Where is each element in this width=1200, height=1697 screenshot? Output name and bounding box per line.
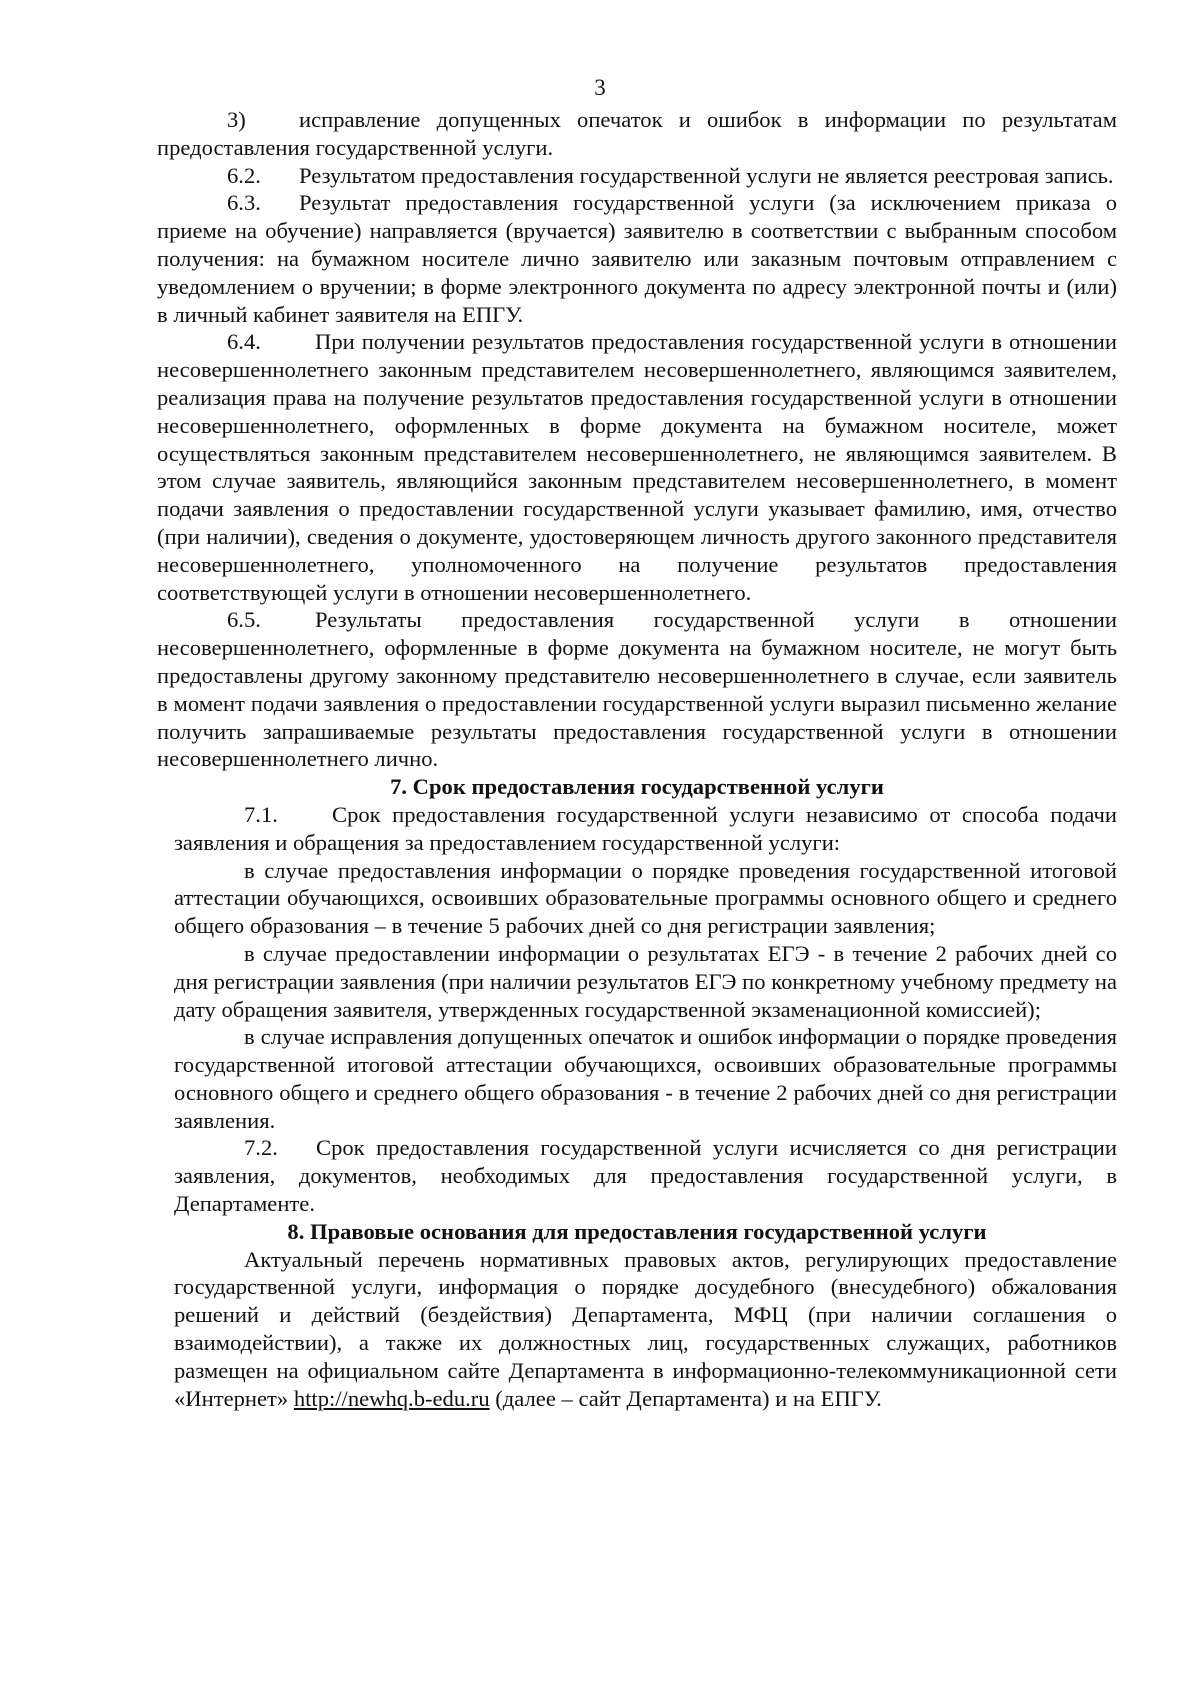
paragraph-6-3 xyxy=(157,189,1117,328)
paragraph-text: Результатом предоставления государственной услуги не является реестровая запись. xyxy=(299,162,1114,188)
section-8-heading: 8. Правовые основания для предоставления государственной услуги xyxy=(287,1218,987,1244)
paragraph-text: Срок предоставления государственной услуги исчисляется со дня регистрации заявления, документов, необходимых для предоставления государственной услуги, в Департаменте. xyxy=(174,1135,1117,1217)
paragraph-case-2: в случае предоставлении информации о результатах ЕГЭ - в течение 2 рабочих дней со дня регистрации заявления (при наличии результатов ЕГЭ по конкретному учебному предмету на дату обращения заявителя, утвержденных государственной экзаменационной комиссией); xyxy=(174,940,1117,1022)
item-number: 6.2. xyxy=(227,162,261,188)
document-body xyxy=(157,106,1117,1412)
paragraph-case-3: в случае исправления допущенных опечаток и ошибок информации о порядке проведения государственной итоговой аттестации обучающихся, освоивших образовательные программы основного общего и среднего общего образования - в течение 2 рабочих дней со дня регистрации заявления. xyxy=(174,1024,1117,1133)
paragraph-7-1 xyxy=(174,801,1117,857)
page-number: 3 xyxy=(594,75,606,100)
item-number: 7.1. xyxy=(244,801,278,827)
paragraph-7-2 xyxy=(174,1134,1117,1217)
item-number: 6.3. xyxy=(227,190,261,216)
paragraph-6-5 xyxy=(157,606,1117,773)
item-number: 7.2. xyxy=(244,1135,278,1161)
item-number: 6.4. xyxy=(227,329,261,355)
paragraph-text: При получении результатов предоставления государственной услуги в отношении несовершеннолетнего законным представителем несовершеннолетнего, являющимся заявителем, реализация права на получение результатов предоставления государственной услуги в отношении несовершеннолетнего, оформленных в форме документа на бумажном носителе, может осуществляться законным представителем несовершеннолетнего, не являющимся заявителем. В этом случае заявитель, являющийся законным представителем несовершеннолетнего, в момент подачи заявления о предоставлении государственной услуги указывает фамилию, имя, отчество (при наличии), сведения о документе, удостоверяющем личность другого законного представителя несовершеннолетнего, уполномоченного на получение результатов предоставления соответствующей услуги в отношении несовершеннолетнего. xyxy=(157,329,1117,605)
paragraph-case-1: в случае предоставления информации о порядке проведения государственной итоговой аттестации обучающихся, освоивших образовательные программы основного общего и среднего общего образования – в течение 5 рабочих дней со дня регистрации заявления; xyxy=(174,857,1117,939)
section-7-heading: 7. Срок предоставления государственной услуги xyxy=(390,774,884,800)
paragraph-text: Результат предоставления государственной услуги (за исключением приказа о приеме на обучение) направляется (вручается) заявителю в соответствии с выбранным способом получения: на бумажном носителе лично заявителю или заказным почтовым отправлением с уведомлением о вручении; в форме электронного документа по адресу электронной почты и (или) в личный кабинет заявителя на ЕПГУ. xyxy=(157,190,1117,327)
paragraph-6-2 xyxy=(157,162,1117,190)
paragraph-text: Срок предоставления государственной услуги независимо от способа подачи заявления и обращения за предоставлением государственной услуги: xyxy=(174,801,1117,855)
item-number: 6.5. xyxy=(227,607,261,633)
paragraph-item-3 xyxy=(157,106,1117,162)
paragraph-legal-basis xyxy=(174,1246,1117,1413)
section-8-body xyxy=(157,1246,1117,1413)
paragraph-6-4 xyxy=(157,328,1117,606)
department-website-link[interactable]: http://newhq.b-edu.ru xyxy=(293,1385,490,1411)
item-number: 3) xyxy=(227,107,246,132)
section-7-body xyxy=(157,801,1117,1218)
paragraph-text: Результаты предоставления государственной услуги в отношении несовершеннолетнего, оформленные в форме документа на бумажном носителе, не могут быть предоставлены другому законному представителю несовершеннолетнего в случае, если заявитель в момент подачи заявления о предоставлении государственной услуги выразил письменно желание получить запрашиваемые результаты предоставления государственной услуги в отношении несовершеннолетнего лично. xyxy=(157,607,1117,772)
paragraph-text: исправление допущенных опечаток и ошибок в информации по результатам предоставления государственной услуги. xyxy=(157,107,1117,160)
paragraph-text-end: (далее – сайт Департамента) и на ЕПГУ. xyxy=(489,1385,882,1411)
paragraph-text: Актуальный перечень нормативных правовых актов, регулирующих предоставление государственной услуги, информация о порядке досудебного (внесудебного) обжалования решений и действий (бездействия) Департамента, МФЦ (при наличии соглашения о взаимодействии), а также их должностных лиц, государственных служащих, работников размещен на официальном сайте Департамента в информационно-телекоммуникационной сети «Интернет» xyxy=(174,1246,1117,1411)
